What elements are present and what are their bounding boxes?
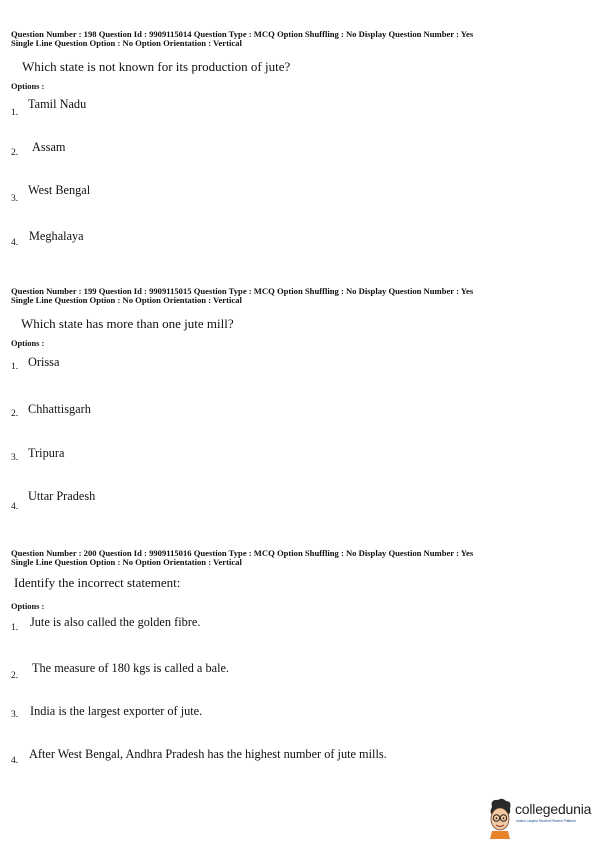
logo-tagline: India's Largest Student Review Platform (516, 819, 577, 823)
option-number: 4. (11, 756, 19, 766)
logo-name: collegedunia (515, 801, 592, 817)
option-text: After West Bengal, Andhra Pradesh has the highest number of jute mills. (29, 747, 387, 761)
option-1[interactable] (0, 355, 595, 375)
option-text: Meghalaya (29, 229, 84, 243)
option-text: Jute is also called the golden fibre. (30, 615, 201, 629)
option-2[interactable] (0, 661, 595, 681)
option-4[interactable] (0, 489, 595, 512)
option-2[interactable] (0, 140, 595, 160)
option-text: Orissa (28, 355, 60, 369)
question-text: Which state is not known for its production of jute? (22, 59, 291, 74)
option-number: 4. (11, 238, 19, 248)
option-number: 3. (11, 453, 19, 463)
option-text: India is the largest exporter of jute. (30, 704, 203, 718)
question-meta (11, 287, 586, 306)
option-text: Assam (32, 140, 66, 154)
option-number: 1. (11, 108, 19, 118)
option-text: Tamil Nadu (28, 97, 87, 111)
question-meta (11, 549, 586, 568)
option-number: 2. (11, 409, 19, 419)
question-text: Which state has more than one jute mill? (21, 316, 234, 331)
option-number: 1. (11, 623, 19, 633)
options-label: Options : (11, 339, 45, 348)
question-meta-line-1: Question Number : 200 Question Id : 9909115016 Question Type : MCQ Option Shuffling : No Display Question Number : Yes (11, 548, 474, 558)
option-4[interactable] (0, 747, 595, 767)
question-meta-line-2: Single Line Question Option : No Option Orientation : Vertical (11, 295, 242, 306)
question-meta-line-2: Single Line Question Option : No Option Orientation : Vertical (11, 557, 242, 568)
option-number: 3. (11, 194, 19, 204)
option-text: West Bengal (28, 183, 91, 197)
option-number: 4. (11, 502, 19, 512)
question-meta-line-2: Single Line Question Option : No Option Orientation : Vertical (11, 38, 242, 49)
question-meta-line-1: Question Number : 199 Question Id : 9909115015 Question Type : MCQ Option Shuffling : No Display Question Number : Yes (11, 286, 474, 296)
mascot-face-icon (486, 797, 514, 839)
option-text: Tripura (28, 446, 65, 460)
option-number: 2. (11, 148, 19, 158)
option-1[interactable] (0, 615, 595, 635)
options-label: Options : (11, 602, 45, 611)
option-3[interactable] (0, 704, 595, 724)
option-number: 1. (11, 362, 19, 372)
option-text: Uttar Pradesh (28, 489, 96, 503)
collegedunia-logo (486, 797, 590, 842)
option-3[interactable] (0, 446, 595, 466)
option-3[interactable] (0, 183, 595, 203)
question-meta-line-1: Question Number : 198 Question Id : 9909115014 Question Type : MCQ Option Shuffling : No Display Question Number : Yes (11, 29, 474, 39)
options-label: Options : (11, 82, 45, 91)
option-text: The measure of 180 kgs is called a bale. (32, 661, 230, 675)
option-1[interactable] (0, 97, 595, 117)
question-text: Identify the incorrect statement: (14, 575, 181, 590)
option-text: Chhattisgarh (28, 402, 91, 416)
option-2[interactable] (0, 402, 595, 422)
option-number: 3. (11, 710, 19, 720)
option-number: 2. (11, 671, 19, 681)
question-meta (11, 30, 586, 49)
option-4[interactable] (0, 229, 595, 249)
